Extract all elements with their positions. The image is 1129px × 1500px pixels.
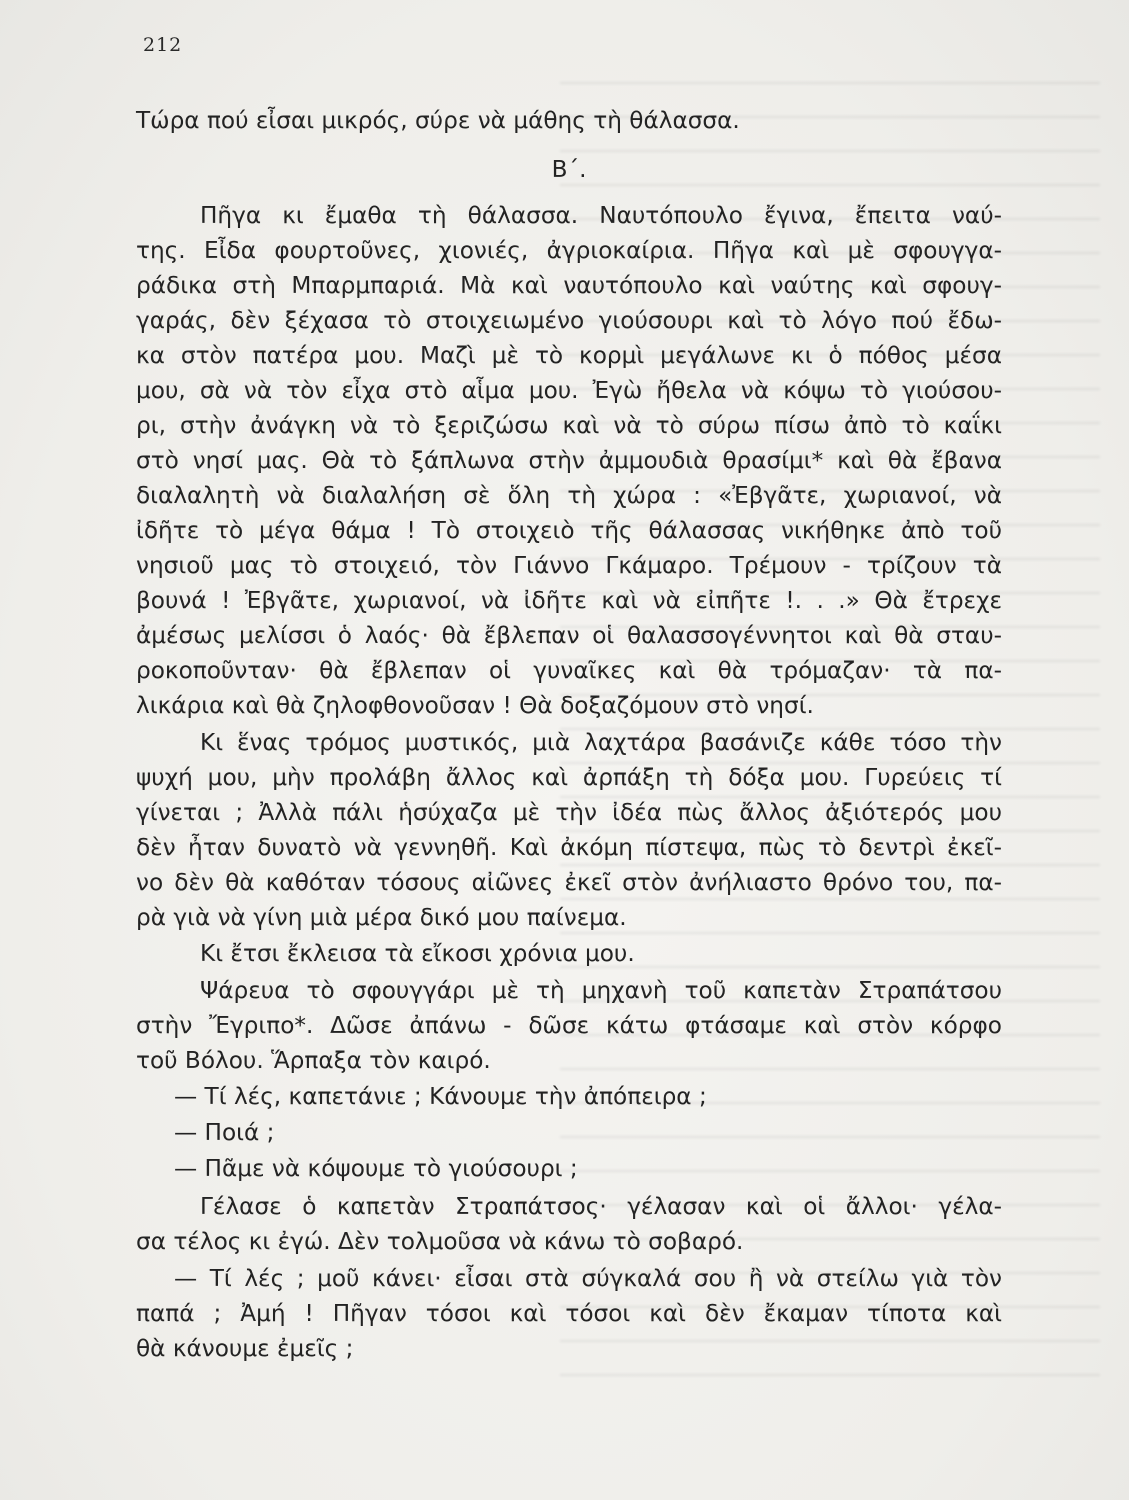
text-line: στὸ νησί μας. Θὰ τὸ ξάπλωνα στὴν ἀμμουδιὰ θρασίμι* καὶ θὰ ἔβανα bbox=[136, 447, 1002, 474]
text-line: ράδικα στὴ Μπαρμπαριά. Μὰ καὶ ναυτόπουλο καὶ ναύτης καὶ σφουγ- bbox=[136, 272, 1002, 299]
text-line: Κι ἔτσι ἔκλεισα τὰ εἴκοσι χρόνια μου. bbox=[200, 940, 635, 967]
text-line: ἰδῆτε τὸ μέγα θάμα ! Τὸ στοιχειὸ τῆς θάλασσας νικήθηκε ἀπὸ τοῦ bbox=[136, 517, 1002, 544]
dialogue-line: — Ποιά ; bbox=[174, 1119, 275, 1146]
text-line: Τώρα πού εἶσαι μικρός, σύρε νὰ μάθης τὴ θάλασσα. bbox=[136, 107, 740, 134]
text-line: μου, σὰ νὰ τὸν εἶχα στὸ αἷμα μου. Ἐγὼ ἤθελα νὰ κόψω τὸ γιούσου- bbox=[136, 377, 1002, 404]
text-line: γίνεται ; Ἀλλὰ πάλι ἡσύχαζα μὲ τὴν ἰδέα πὼς ἄλλος ἀξιότερός μου bbox=[136, 799, 1002, 826]
section-heading: Β΄. bbox=[551, 156, 587, 183]
text-line: τοῦ Βόλου. Ἅρπαξα τὸν καιρό. bbox=[136, 1047, 491, 1074]
text-line: βουνά ! Ἐβγᾶτε, χωριανοί, νὰ ἰδῆτε καὶ νὰ εἰπῆτε !. . .» Θὰ ἔτρεχε bbox=[136, 587, 1002, 614]
text-line: διαλαλητὴ νὰ διαλαλήση σὲ ὅλη τὴ χώρα : «Ἐβγᾶτε, χωριανοί, νὰ bbox=[136, 482, 1002, 509]
text-line: στὴν Ἔγριπο*. Δῶσε ἀπάνω - δῶσε κάτω φτάσαμε καὶ στὸν κόρφο bbox=[136, 1012, 1002, 1039]
dialogue-line: — Τί λές ; μοῦ κάνει· εἶσαι στὰ σύγκαλά σου ἢ νὰ στείλω γιὰ τὸν bbox=[174, 1265, 1002, 1292]
text-line: ρὰ γιὰ νὰ γίνη μιὰ μέρα δικό μου παίνεμα. bbox=[136, 904, 627, 931]
text-line: Πῆγα κι ἔμαθα τὴ θάλασσα. Ναυτόπουλο ἔγινα, ἔπειτα ναύ- bbox=[200, 202, 1002, 229]
text-line: ψυχή μου, μὴν προλάβη ἄλλος καὶ ἀρπάξη τὴ δόξα μου. Γυρεύεις τί bbox=[136, 764, 1002, 791]
dialogue-line: — Τί λές, καπετάνιε ; Κάνουμε τὴν ἀπόπειρα ; bbox=[174, 1083, 707, 1110]
text-line: Γέλασε ὁ καπετὰν Στραπάτσος· γέλασαν καὶ οἱ ἄλλοι· γέλα- bbox=[200, 1193, 1002, 1220]
text-line: κα στὸν πατέρα μου. Μαζὶ μὲ τὸ κορμὶ μεγάλωνε κι ὁ πόθος μέσα bbox=[136, 342, 1002, 369]
text-line: νησιοῦ μας τὸ στοιχειό, τὸν Γιάννο Γκάμαρο. Τρέμουν - τρίζουν τὰ bbox=[136, 552, 1002, 579]
text-line: σα τέλος κι ἐγώ. Δὲν τολμοῦσα νὰ κάνω τὸ σοβαρό. bbox=[136, 1228, 744, 1255]
page-number: 212 bbox=[143, 34, 183, 56]
dialogue-line: — Πᾶμε νὰ κόψουμε τὸ γιούσουρι ; bbox=[174, 1155, 578, 1182]
text-line: της. Εἶδα φουρτοῦνες, χιονιές, ἀγριοκαίρια. Πῆγα καὶ μὲ σφουγγα- bbox=[136, 237, 1002, 264]
text-line: ἀμέσως μελίσσι ὁ λαός· θὰ ἔβλεπαν οἱ θαλασσογέννητοι καὶ θὰ σταυ- bbox=[136, 622, 1002, 649]
text-line: ροκοποῦνταν· θὰ ἔβλεπαν οἱ γυναῖκες καὶ θὰ τρόμαζαν· τὰ πα- bbox=[136, 657, 1002, 684]
text-line: λικάρια καὶ θὰ ζηλοφθονοῦσαν ! Θὰ δοξαζόμουν στὸ νησί. bbox=[136, 692, 814, 719]
text-line: ρι, στὴν ἀνάγκη νὰ τὸ ξεριζώσω καὶ νὰ τὸ σύρω πίσω ἀπὸ τὸ καΐκι bbox=[136, 412, 1002, 439]
text-line: γαράς, δὲν ξέχασα τὸ στοιχειωμένο γιούσουρι καὶ τὸ λόγο πού ἔδω- bbox=[136, 307, 1002, 334]
text-line: θὰ κάνουμε ἐμεῖς ; bbox=[136, 1335, 354, 1362]
text-line: παπά ; Ἀμή ! Πῆγαν τόσοι καὶ τόσοι καὶ δὲν ἔκαμαν τίποτα καὶ bbox=[136, 1300, 1002, 1327]
text-line: νο δὲν θὰ καθόταν τόσους αἰῶνες ἐκεῖ στὸν ἀνήλιαστο θρόνο του, πα- bbox=[136, 869, 1002, 896]
text-line: Ψάρευα τὸ σφουγγάρι μὲ τὴ μηχανὴ τοῦ καπετὰν Στραπάτσου bbox=[200, 977, 1002, 1004]
text-line: δὲν ἦταν δυνατὸ νὰ γεννηθῆ. Καὶ ἀκόμη πίστεψα, πὼς τὸ δεντρὶ ἐκεῖ- bbox=[136, 834, 1002, 861]
text-line: Κι ἕνας τρόμος μυστικός, μιὰ λαχτάρα βασάνιζε κάθε τόσο τὴν bbox=[200, 729, 1002, 756]
